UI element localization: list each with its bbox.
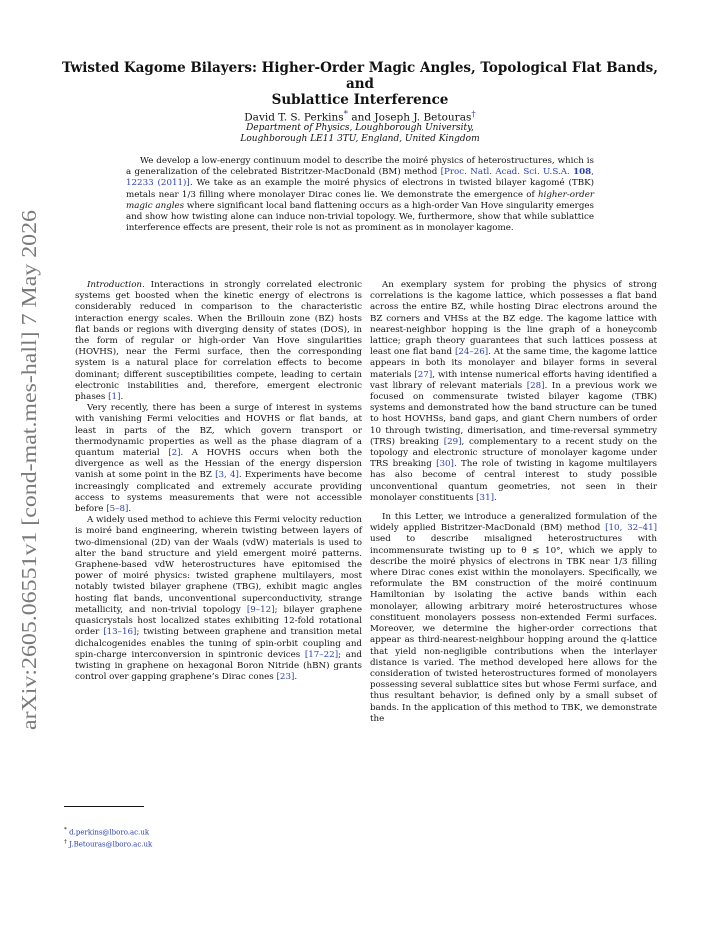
email-link-betouras[interactable]: J.Betouras@lboro.ac.uk <box>69 840 153 849</box>
citation-link[interactable]: [5–8] <box>106 504 129 515</box>
citation-link[interactable]: [3, 4] <box>215 470 239 481</box>
citation-link[interactable]: [23] <box>276 672 295 683</box>
citation-link[interactable]: [31] <box>476 492 495 503</box>
footnote-mark: † <box>64 838 67 845</box>
affiliation-line-1: Department of Physics, Loughborough University, <box>246 123 474 133</box>
abstract-text: where significant local band flattening occurs as a high-order Van Hove singularity emerges and show how twisting alone can induce non-trivial topology. We, furthermore, show that while sublattice interference effects are present, their role is not as prominent as in monolayer kagome. <box>126 200 594 234</box>
affiliation-line-2: Loughborough LE11 3TU, England, United Kingdom <box>240 134 480 144</box>
citation-link[interactable]: [2] <box>168 448 181 459</box>
citation-link[interactable]: [10, 32–41] <box>605 523 657 534</box>
author-1-footnote-mark[interactable]: * <box>343 109 348 119</box>
footnotes <box>64 826 324 850</box>
abstract <box>126 156 594 234</box>
body-paragraph: Very recently, there has been a surge of interest in systems with vanishing Fermi velocities and HOVHS or flat bands, at least in parts of the BZ, which govern transport or thermodynamic properties as well as the phase diagram of a quantum material [2]. A HOVHS occurs when both the divergence as well as the Hessian of the energy dispersion vanish at some point in the BZ [3, 4]. Experiments have become increasingly complicated and extremely accurate providing access to systems measurements that were not accessible before [5–8]. <box>75 403 362 515</box>
email-link-perkins[interactable]: d.perkins@lboro.ac.uk <box>69 828 150 837</box>
abstract-emphasis: higher-order magic angles <box>126 189 594 211</box>
citation-link[interactable]: [1] <box>108 392 121 403</box>
author-2-footnote-mark[interactable]: † <box>471 109 476 119</box>
citation-link[interactable]: [27] <box>414 369 433 380</box>
author-separator: and <box>348 111 375 124</box>
abstract-text: . We take as an example the moiré physics of electrons in twisted bilayer kagomé (TBK) metals near 1/3 filling where monolayer Dirac cones lie. We demonstrate the emergence of <box>126 178 594 200</box>
body-paragraph: An exemplary system for probing the physics of strong correlations is the kagome lattice, which possesses a flat band across the entire BZ, while hosting Dirac electrons around the BZ corners and VHSs at the BZ edge. The kagome lattice with nearest-neighbor hopping is the line graph of a honeycomb lattice; graph theory guarantees that such lattices possess at least one flat band [24–26]. At the same time, the kagome lattice appears in both its monolayer and bilayer forms in several materials [27], with intense numerical efforts having identified a vast library of relevant materials [28]. In a previous work we focused on commensurate twisted bilayer kagome (TBK) systems and demonstrated how the band structure can be tuned to host HOVHSs, band gaps, and giant Chern numbers of order 10 through twisting, dimerisation, and time-reversal symmetry (TRS) breaking [29], complementary to a recent study on the topology and electronic structure of monolayer kagome under TRS breaking [30]. The role of twisting in kagome multilayers has also become of central interest to study possible unconventional quantum geometries, not seen in their monolayer constituents [31]. <box>370 280 658 503</box>
body-paragraph: A widely used method to achieve this Fermi velocity reduction is moiré band engineering, wherein twisting between layers of two-dimensional (2D) van der Waals (vdW) materials is used to alter the band structure and yield emergent moiré patterns. Graphene-based vdW heterostructures have epitomised the power of moiré physics: twisted graphene multilayers, most notably twisted bilayer graphene (TBG), exhibit magic angles hosting flat bands, unconventional superconductivity, strange metallicity, and non-trivial topology [9–12]; bilayer graphene quasicrystals host localized states exhibiting 12-fold rotational order [13–16]; twisting between graphene and transition metal dichalcogenides enables the tuning of spin-orbit coupling and spin-charge interconversion in spintronic devices [17–22]; and twisting in graphene on hexagonal Boron Nitride (hBN) grants control over gapping graphene’s Dirac cones [23]. <box>75 515 363 683</box>
section-lead: Introduction. <box>87 280 145 290</box>
title-line-2: Sublattice Interference <box>271 92 449 108</box>
abstract-text: We develop a low-energy continuum model to describe the moiré physics of heterostructures, which is a generalization of the celebrated Bistritzer-MacDonald (BM) method <box>126 156 594 178</box>
citation-link[interactable]: [24–26] <box>454 347 489 358</box>
author-2: Joseph J. Betouras <box>374 111 472 124</box>
title-line-1: Twisted Kagome Bilayers: Higher-Order Magic Angles, Topological Flat Bands, and <box>62 60 658 92</box>
body-paragraph: In this Letter, we introduce a generalized formulation of the widely applied Bistritzer-MacDonald (BM) method [10, 32–41] used to describe misaligned heterostructures with incommensurate twisting up to θ ≲ 10°, which we apply to describe the moiré physics of electrons in TBK near 1/3 filling where Dirac cones exist within the monolayers. Specifically, we reformulate the BM construction of the moiré continuum Hamiltonian by isolating the active bands within each monolayer, allowing arbitrary moiré heterostructures whose constituent monolayers possess non-extended Fermi surfaces. Moreover, we determine the higher-order corrections that appear as third-nearest-neighbour hopping around the q-lattice that yield non-negligible contributions when the interlayer distance is varied. The method developed here allows for the consideration of twisted heterostructures formed of monolayers possessing several sublattice sites but whose Fermi surface, and thus resultant behavior, is defined only by a small subset of bands. In the application of this method to TBK, we demonstrate the <box>370 512 657 724</box>
citation-link[interactable]: [30] <box>436 459 454 470</box>
paper-title <box>60 60 660 108</box>
citation-link[interactable]: [13–16] <box>103 627 137 638</box>
author-1: David T. S. Perkins <box>244 111 344 124</box>
affiliation <box>120 123 600 145</box>
footnote-divider <box>64 806 144 807</box>
citation-link[interactable]: [28] <box>526 380 545 391</box>
left-column <box>75 280 362 683</box>
citation-link[interactable]: [29] <box>443 436 462 447</box>
citation-link[interactable]: [9–12] <box>246 604 275 615</box>
footnote-mark: * <box>64 827 67 833</box>
intro-paragraph: Introduction. Interactions in strongly correlated electronic systems get boosted when the kinetic energy of electrons is considerably reduced in comparison to the characteristic interaction energy scales. When the Brillouin zone (BZ) hosts flat bands or regions with diverging density of states (DOS), in the form of regular or high-order Van Hove singularities (HOVHS), near the Fermi surface, then the corresponding system is a natural place for correlation effects to become dominant; different susceptibilities compete, leading to certain electronic instabilities and, therefore, emergent electronic phases [1]. <box>75 280 362 403</box>
arxiv-stamp <box>10 200 46 740</box>
right-column <box>370 280 657 725</box>
citation-link[interactable]: [17–22] <box>304 649 339 660</box>
arxiv-id-label: arXiv:2605.06551v1 [cond-mat.mes-hall] 7 May 2026 <box>17 261 41 730</box>
abstract-citation-link[interactable]: [Proc. Natl. Acad. Sci. U.S.A. 108, 12233 (2011)] <box>126 167 594 189</box>
